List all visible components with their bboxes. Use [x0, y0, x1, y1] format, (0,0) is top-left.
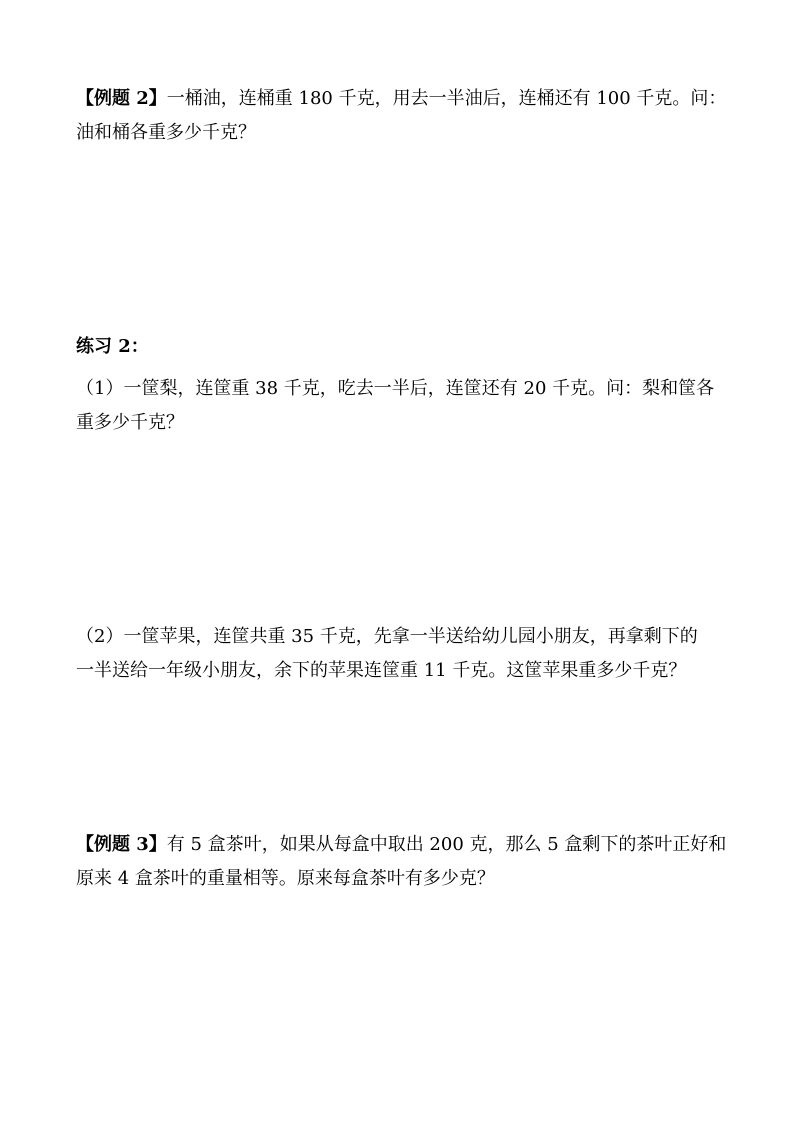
- example-2-line-1: [76, 82, 726, 116]
- example-2-label: 【例题 2】: [76, 88, 167, 109]
- practice-2-heading: 练习 2：: [76, 336, 149, 357]
- example-2-text-1: 一桶油，连桶重 180 千克，用去一半油后，连桶还有 100 千克。问：: [166, 88, 727, 109]
- problem-2-line-1: （2）一筐苹果，连筐共重 35 千克，先拿一半送给幼儿园小朋友，再拿剩下的: [76, 626, 698, 647]
- example-3-label: 【例题 3】: [76, 834, 167, 855]
- problem-2-line-2: 一半送给一年级小朋友，余下的苹果连筐重 11 千克。这筐苹果重多少千克？: [76, 660, 687, 681]
- example-3-text-2: 原来 4 盒茶叶的重量相等。原来每盒茶叶有多少克？: [76, 868, 495, 889]
- example-3-text-1: 有 5 盒茶叶，如果从每盒中取出 200 克，那么 5 盒剩下的茶叶正好和: [166, 834, 727, 855]
- example-3-line-1: [76, 828, 726, 862]
- example-3: [76, 828, 726, 896]
- example-2: [76, 82, 726, 150]
- practice-2-problem-1: [76, 372, 726, 440]
- problem-1-line-2: 重多少千克？: [76, 412, 184, 433]
- problem-1-line-1: （1）一筐梨，连筐重 38 千克，吃去一半后，连筐还有 20 千克。问：梨和筐各: [76, 378, 715, 399]
- practice-2: [76, 330, 726, 364]
- example-2-text-2: 油和桶各重多少千克？: [76, 122, 256, 143]
- practice-2-problem-2: [76, 620, 726, 688]
